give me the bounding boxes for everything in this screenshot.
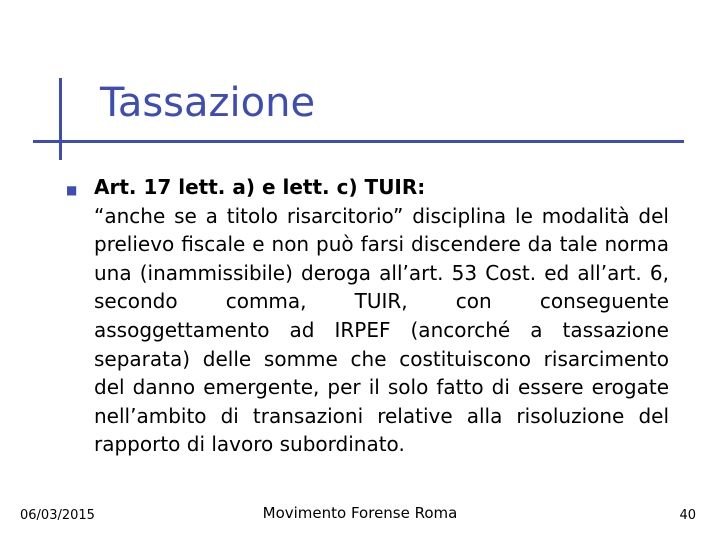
slide-title: Tassazione (100, 80, 316, 126)
bullet-heading: Art. 17 lett. a) e lett. c) TUIR: (94, 175, 426, 199)
page-number: 40 (679, 508, 696, 523)
square-bullet-icon: ■ (66, 183, 78, 197)
footer-date: 06/03/2015 (20, 508, 95, 523)
title-vertical-rule (59, 78, 62, 160)
title-horizontal-rule (33, 140, 684, 143)
bullet-body: “anche se a titolo risarcitorio” disciplina le modalità del prelievo fiscale e non può farsi discendere da tale norma una (inammissibile) deroga all’art. 53 Cost. ed all’art. 6, secondo comma, TUIR, con conseguente assoggettamento ad IRPEF (ancorché a tassazione separata) delle somme che costituiscono risarcimento del danno emergente, per il solo fatto di essere erogate nell’ambito di transazioni relative alla risoluzione del rapporto di lavoro subordinato. (94, 203, 669, 457)
footer-organization: Movimento Forense Roma (262, 504, 458, 522)
bullet-content (94, 173, 669, 459)
